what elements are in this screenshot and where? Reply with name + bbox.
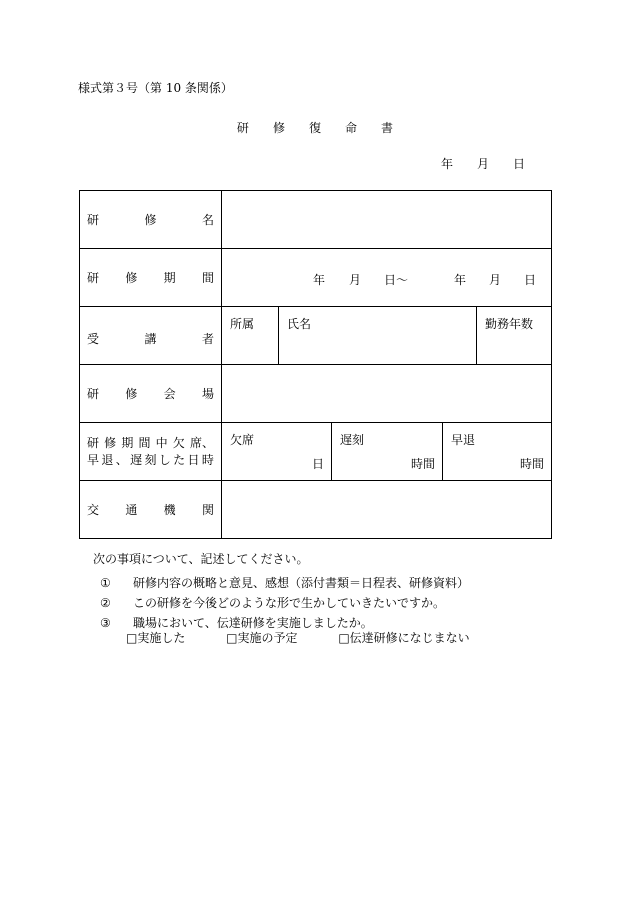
- date-day: 日: [513, 157, 526, 171]
- label-char: 名: [201, 213, 214, 227]
- label-absence: [80, 423, 222, 481]
- label-char: 修: [125, 271, 138, 285]
- label-char: 間: [201, 271, 214, 285]
- item-number: ①: [100, 576, 111, 590]
- period-to-year: 年: [454, 273, 467, 287]
- label-char: 日: [187, 452, 200, 467]
- item-number: ②: [100, 596, 111, 610]
- name-label: 氏名: [287, 317, 312, 331]
- period-from-year: 年: [313, 273, 326, 287]
- title-char: 研: [236, 121, 249, 135]
- period-from-day: 日〜: [384, 273, 409, 287]
- early-label: 早退: [451, 433, 476, 447]
- late-cell[interactable]: [331, 423, 442, 480]
- years-of-service-cell[interactable]: [476, 307, 551, 364]
- row-venue: [80, 365, 552, 423]
- label-char: 者: [201, 332, 214, 346]
- absence-field: [222, 423, 552, 481]
- label-training-period: [80, 249, 222, 307]
- label-char: 研: [87, 213, 100, 227]
- label-char: 期: [121, 435, 134, 450]
- label-char: 研: [87, 435, 100, 450]
- label-char: 退: [101, 452, 114, 467]
- checkbox-options: [126, 629, 470, 646]
- instruction-item: [93, 593, 469, 613]
- checkbox-not-applicable[interactable]: □伝達研修になじまない: [338, 631, 470, 645]
- instructions-intro: 次の事項について、記述してください。: [93, 552, 309, 566]
- label-char: 修: [144, 213, 157, 227]
- title-char: 命: [345, 121, 358, 135]
- report-date: [441, 155, 525, 172]
- affiliation-label: 所属: [230, 317, 255, 331]
- label-char: 通: [125, 503, 138, 517]
- title-char: 修: [272, 121, 285, 135]
- label-char: 研: [87, 387, 100, 401]
- label-char: 関: [201, 503, 214, 517]
- early-unit: 時間: [519, 457, 544, 471]
- early-cell[interactable]: [442, 423, 551, 480]
- absent-unit: 日: [311, 457, 324, 471]
- absent-cell[interactable]: [222, 423, 331, 480]
- item-number: ③: [100, 616, 111, 630]
- years-of-service-label: 勤務年数: [485, 317, 534, 331]
- date-year: 年: [441, 157, 454, 171]
- date-month: 月: [477, 157, 490, 171]
- checkbox-planned[interactable]: □実施の予定: [226, 631, 298, 645]
- label-char: た: [173, 452, 186, 467]
- label-char: 修: [104, 435, 117, 450]
- affiliation-cell[interactable]: [222, 307, 278, 364]
- label-char: 会: [163, 387, 176, 401]
- row-attendee: [80, 307, 552, 365]
- period-to-month: 月: [489, 273, 502, 287]
- training-name-field[interactable]: [222, 191, 552, 249]
- label-char: 機: [163, 503, 176, 517]
- row-absence: [80, 423, 552, 481]
- label-char: 刻: [144, 452, 157, 467]
- attendee-field: [222, 307, 552, 365]
- label-char: 受: [87, 332, 100, 346]
- label-char: し: [158, 452, 171, 467]
- instructions: [93, 549, 469, 633]
- label-char: 、: [115, 452, 128, 467]
- label-attendee: [80, 307, 222, 365]
- label-training-name: [80, 191, 222, 249]
- label-char: 時: [201, 452, 214, 467]
- label-char: 間: [138, 435, 151, 450]
- label-char: 場: [201, 387, 214, 401]
- label-char: 交: [87, 503, 100, 517]
- label-transport: [80, 481, 222, 539]
- label-venue: [80, 365, 222, 423]
- title-char: 復: [308, 121, 321, 135]
- item-text: 研修内容の概略と意見、感想（添付書類＝日程表、研修資料）: [133, 576, 470, 590]
- late-label: 遅刻: [340, 433, 365, 447]
- report-form-table: [79, 190, 552, 539]
- label-char: 講: [144, 332, 157, 346]
- title-char: 書: [381, 121, 394, 135]
- label-char: 修: [125, 387, 138, 401]
- instruction-item: [93, 573, 469, 593]
- venue-field[interactable]: [222, 365, 552, 423]
- item-text: この研修を今後どのような形で生かしていきたいですか。: [133, 596, 446, 610]
- transport-field[interactable]: [222, 481, 552, 539]
- label-char: 中: [155, 435, 168, 450]
- checkbox-implemented[interactable]: □実施した: [126, 631, 186, 645]
- label-char: 遅: [130, 452, 143, 467]
- label-char: 期: [163, 271, 176, 285]
- row-transport: [80, 481, 552, 539]
- form-number: 様式第３号（第 10 条関係）: [78, 81, 233, 95]
- label-char: 研: [87, 271, 100, 285]
- name-cell[interactable]: [278, 307, 476, 364]
- period-from-month: 月: [349, 273, 362, 287]
- row-training-name: [80, 191, 552, 249]
- label-char: 席、: [189, 435, 214, 450]
- document-title: [0, 119, 630, 136]
- label-char: 早: [87, 452, 100, 467]
- absent-label: 欠席: [230, 433, 255, 447]
- item-text: 職場において、伝達研修を実施しましたか。: [133, 616, 373, 630]
- period-to-day: 日: [524, 273, 537, 287]
- label-char: 欠: [172, 435, 185, 450]
- late-unit: 時間: [410, 457, 435, 471]
- training-period-field[interactable]: [222, 249, 552, 307]
- row-training-period: [80, 249, 552, 307]
